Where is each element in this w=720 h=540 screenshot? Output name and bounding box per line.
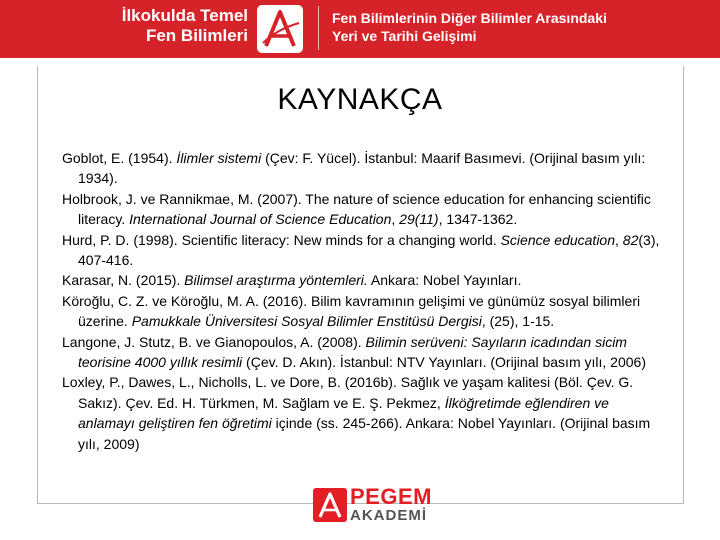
course-title-line1: İlkokulda Temel: [121, 6, 248, 25]
reference-text: ,: [615, 231, 623, 248]
reference-text: ,: [391, 211, 400, 228]
reference-text: , 1347-1362.: [438, 211, 518, 228]
reference-item: [62, 270, 662, 290]
reference-text: içinde (ss. 245-266). Ankara: Nobel Yayınları. (Orijinal basım yılı, 2009): [78, 415, 651, 452]
reference-italic-text: Pamukkale Üniversitesi Sosyal Bilimler Enstitüsü Dergisi: [131, 313, 482, 330]
frame-left-border: [37, 66, 38, 504]
reference-text: Holbrook, J. ve Rannikmae, M. (2007). The nature of science education for enhancing scientific literacy.: [62, 190, 651, 228]
chapter-title: [332, 9, 607, 45]
reference-item: [62, 189, 662, 230]
reference-text: (Çev: F. Yücel). İstanbul: Maarif Basımevi. (Orijinal basım yılı: 1934).: [78, 150, 646, 187]
reference-text: Loxley, P., Dawes, L., Nicholls, L. ve Dore, B. (2016b). Sağlık ve yaşam kalitesi (Böl. Çev. G. Sakız). Çev. Ed. H. Türkmen, M. Sağlam ve E. Ş. Pekmez,: [62, 374, 634, 411]
reference-italic-text: 82: [622, 231, 639, 248]
reference-text: Karasar, N. (2015).: [62, 272, 185, 289]
page-title: KAYNAKÇA: [277, 83, 443, 116]
publisher-subtitle: AKADEMİ: [350, 507, 427, 524]
publisher-brand: [350, 486, 432, 524]
reference-italic-text: İlimler sistemi: [176, 150, 262, 166]
pegem-a-logo-icon: [312, 487, 348, 523]
publisher-name: PEGEM: [350, 484, 432, 509]
frame-right-border: [683, 66, 684, 504]
reference-italic-text: Science education: [500, 231, 616, 248]
course-title-line2: Fen Bilimleri: [145, 26, 248, 45]
reference-text: Hurd, P. D. (1998). Scientific literacy: New minds for a changing world.: [62, 231, 501, 248]
reference-item: [62, 332, 662, 373]
header-divider: [318, 6, 319, 50]
reference-text: Ankara: Nobel Yayınları.: [367, 272, 522, 289]
chapter-title-line2: Yeri ve Tarihi Gelişimi: [332, 28, 477, 44]
reference-italic-text: İlköğretimde eğlendiren ve anlamayı geliştiren fen öğretimi: [78, 394, 609, 432]
reference-text: (3), 407-416.: [78, 231, 660, 269]
reference-italic-text: Bilimin serüveni: Sayıların icadından sicim teorisine 4000 yıllık resimli: [78, 333, 627, 371]
reference-text: Köroğlu, C. Z. ve Köroğlu, M. A. (2016). Bilim kavramının gelişimi ve günümüz sosyal bilimleri üzerine.: [62, 292, 641, 330]
reference-item: [62, 372, 662, 454]
pegem-a-logo-icon: [255, 3, 305, 55]
course-title: [100, 6, 248, 46]
reference-text: (Çev. D. Akın). İstanbul: NTV Yayınları. (Orijinal basım yılı, 2006): [242, 354, 646, 371]
reference-text: Langone, J. Stutz, B. ve Gianopoulos, A. (2008).: [62, 333, 366, 350]
reference-italic-text: 29(11): [399, 211, 439, 228]
chapter-title-line1: Fen Bilimlerinin Diğer Bilimler Arasındaki: [332, 10, 607, 26]
reference-text: Goblot, E. (1954).: [62, 150, 177, 166]
reference-item: [62, 291, 662, 332]
reference-text: , (25), 1-15.: [481, 313, 555, 330]
reference-item: [62, 148, 662, 189]
reference-list: [62, 148, 662, 454]
header-banner: [0, 0, 720, 58]
reference-italic-text: Bilimsel araştırma yöntemleri.: [184, 272, 368, 289]
reference-item: [62, 230, 662, 271]
reference-italic-text: International Journal of Science Education: [129, 211, 392, 228]
